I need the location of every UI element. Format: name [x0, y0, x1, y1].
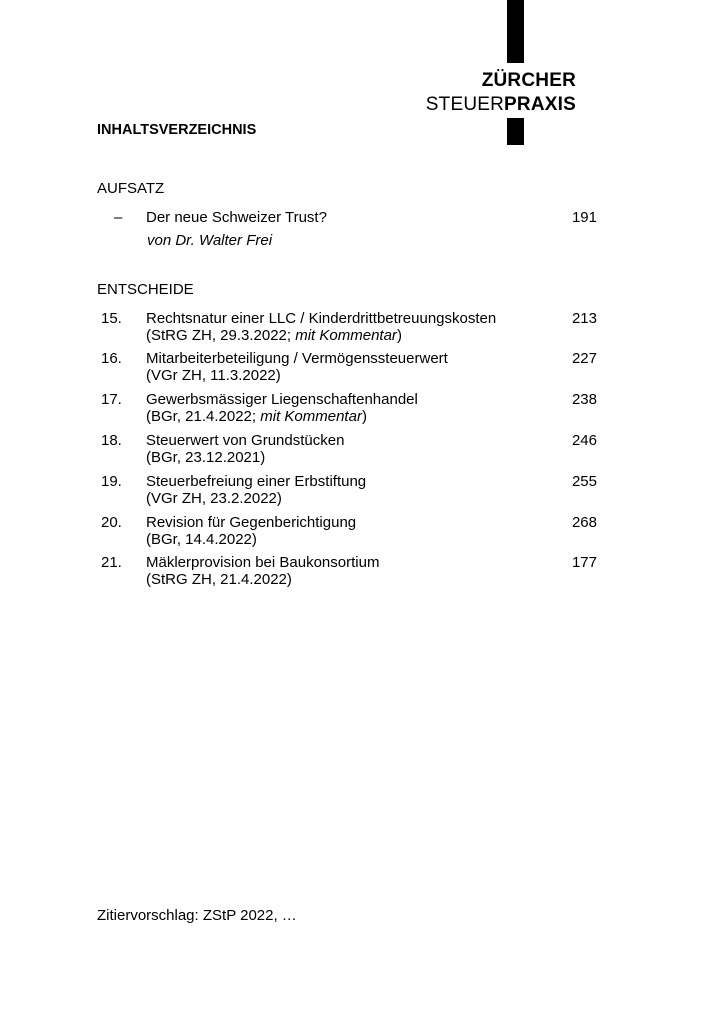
entry-source	[146, 531, 257, 548]
entry-page: 213	[571, 310, 597, 327]
entry-number: 20.	[101, 514, 122, 531]
brand-line-2-regular: STEUER	[425, 94, 505, 115]
section-label-entscheide: ENTSCHEIDE	[97, 281, 194, 298]
entry-source-italic: mit Kommentar	[260, 408, 362, 425]
entry-page: 255	[571, 473, 597, 490]
entry-page: 191	[571, 209, 597, 226]
entry-number: 19.	[101, 473, 122, 490]
entry-title: Mäklerprovision bei Baukonsortium	[146, 554, 380, 571]
entry-title: Steuerwert von Grundstücken	[146, 432, 345, 449]
section-label-aufsatz: AUFSATZ	[97, 180, 165, 197]
entry-source	[146, 571, 292, 588]
entry-title: Mitarbeiterbeteiligung / Vermögenssteuerwert	[146, 350, 448, 367]
entry-source-italic: mit Kommentar	[295, 327, 397, 344]
entry-source-text: (StRG ZH, 29.3.2022;	[146, 327, 296, 344]
entry-source-text: (VGr ZH, 11.3.2022)	[146, 367, 281, 384]
entry-title: Gewerbsmässiger Liegenschaftenhandel	[146, 391, 418, 408]
entry-source-text: (StRG ZH, 21.4.2022)	[146, 571, 292, 588]
entry-source-text: (VGr ZH, 23.2.2022)	[146, 490, 282, 507]
entry-source	[146, 327, 402, 344]
entry-source	[146, 367, 281, 384]
entry-title: Der neue Schweizer Trust?	[146, 209, 327, 226]
entry-source-close: )	[361, 408, 367, 425]
entry-page: 177	[571, 554, 597, 571]
entry-page: 227	[571, 350, 597, 367]
entry-source-close: )	[396, 327, 402, 344]
entry-source	[146, 490, 282, 507]
entry-title: Revision für Gegenberichtigung	[146, 514, 357, 531]
entry-source	[146, 449, 265, 466]
entry-title: Rechtsnatur einer LLC / Kinderdrittbetreuungskosten	[146, 310, 497, 327]
entry-number: 18.	[101, 432, 122, 449]
entry-page: 246	[571, 432, 597, 449]
brand-line-2	[426, 94, 576, 116]
citation-suggestion: Zitiervorschlag: ZStP 2022, …	[97, 907, 297, 924]
entry-number: 15.	[101, 310, 122, 327]
entry-title: Steuerbefreiung einer Erbstiftung	[146, 473, 367, 490]
entry-page: 238	[571, 391, 597, 408]
brand-line-1: ZÜRCHER	[481, 70, 576, 91]
logo-bar-top	[507, 0, 524, 63]
entry-number: 17.	[101, 391, 122, 408]
entry-marker: –	[114, 209, 123, 226]
entry-number: 16.	[101, 350, 122, 367]
entry-author: von Dr. Walter Frei	[147, 232, 273, 249]
entry-source	[146, 408, 367, 425]
entry-page: 268	[571, 514, 597, 531]
entry-source-text: (BGr, 21.4.2022;	[146, 408, 261, 425]
toc-heading: INHALTSVERZEICHNIS	[97, 122, 257, 138]
entry-source-text: (BGr, 14.4.2022)	[146, 531, 257, 548]
logo-bar-bottom	[507, 118, 524, 145]
entry-number: 21.	[101, 554, 122, 571]
entry-source-text: (BGr, 23.12.2021)	[146, 449, 266, 466]
brand-line-2-bold: PRAXIS	[504, 94, 576, 115]
